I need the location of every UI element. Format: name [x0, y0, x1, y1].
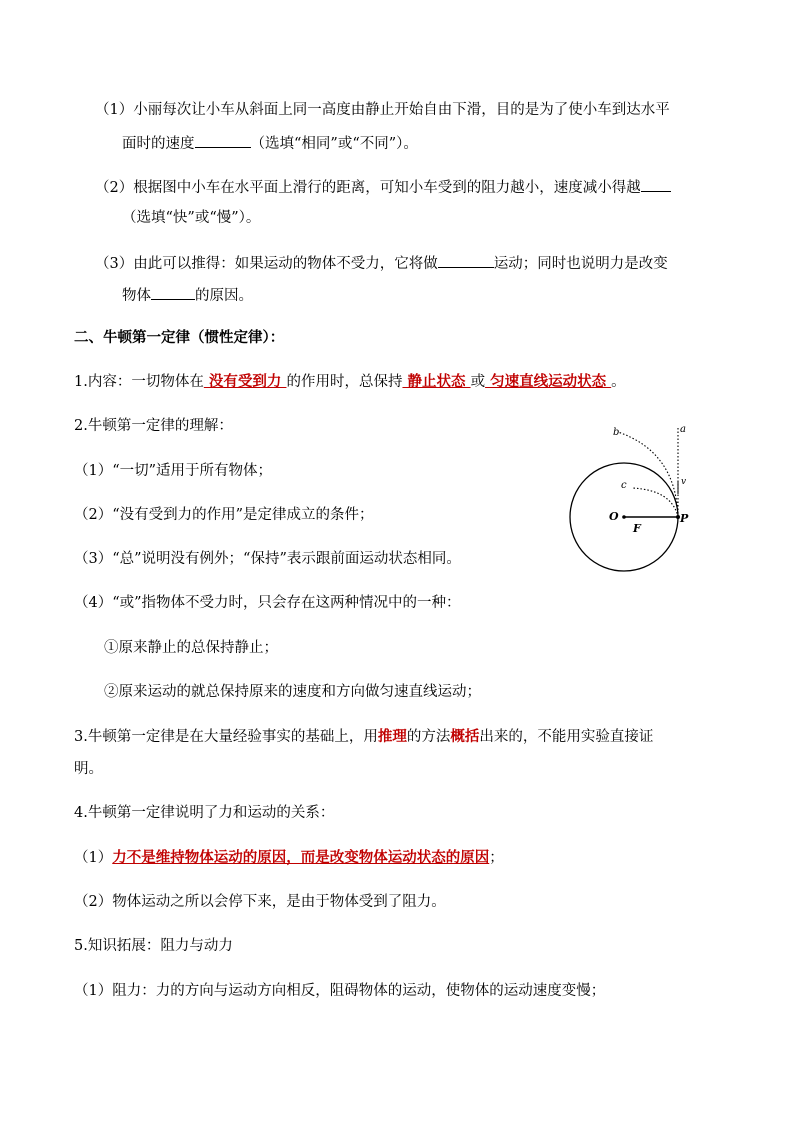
point-1-text-3: 或 [470, 374, 486, 390]
understanding-1 [74, 461, 272, 481]
point-5-item-1-text: （1）阻力：力的方向与运动方向相反，阻碍物体的运动，使物体的运动速度变慢； [74, 983, 606, 999]
understanding-4b-text: ②原来运动的就总保持原来的速度和方向做匀速直线运动； [104, 684, 481, 700]
key-term-no-force: 没有受到力 [203, 373, 287, 390]
curve-path-b [618, 432, 678, 517]
label-c: c [621, 480, 627, 491]
understanding-2-text: （2）“没有受到力的作用”是定律成立的条件； [74, 507, 374, 523]
point-5-heading [74, 936, 233, 956]
point-1-line [74, 372, 626, 392]
question-1-text: （1）小丽每次让小车从斜面上同一高度由静止开始自由下滑，目的是为了使小车到达水平 [95, 102, 670, 118]
point-1-text-2: 的作用时，总保持 [286, 374, 403, 390]
question-2-text: （2）根据图中小车在水平面上滑行的距离，可知小车受到的阻力越小，速度减小得越 [95, 180, 641, 196]
point-1-text-4: 。 [611, 374, 626, 390]
point-4-item-2-text: （2）物体运动之所以会停下来，是由于物体受到了阻力。 [74, 894, 446, 910]
understanding-3-text: （3）“总”说明没有例外；“保持”表示跟前面运动状态相同。 [74, 551, 461, 567]
question-1-text-part1: 面时的速度 [122, 136, 195, 152]
point-3-text-4: 明。 [74, 761, 103, 777]
question-1-text-part2: （选填“相同”或“不同”）。 [250, 136, 418, 152]
point-3-line-1 [74, 727, 653, 747]
center-point [622, 515, 626, 519]
question-1-line-1 [95, 100, 670, 120]
understanding-4 [74, 593, 461, 613]
understanding-3 [74, 549, 461, 569]
key-term-generalize: 概括 [450, 728, 480, 745]
understanding-2 [74, 505, 374, 525]
point-1-text-1: 1.内容：一切物体在 [74, 374, 204, 390]
question-3-text-part3: 物体 [122, 288, 151, 304]
fill-blank-3[interactable] [438, 252, 494, 268]
point-3-line-2 [74, 759, 103, 779]
understanding-1-text: （1）“一切”适用于所有物体； [74, 463, 273, 479]
point-3-text-1: 3.牛顿第一定律是在大量经验事实的基础上，用 [74, 729, 378, 745]
label-o: O [609, 510, 619, 523]
question-3-text-part2: 运动；同时也说明力是改变 [493, 256, 668, 272]
question-2-hint: （选填“快”或“慢”）。 [122, 210, 261, 226]
understanding-4a [104, 638, 278, 658]
point-4-item-1-end: ； [489, 850, 504, 866]
understanding-4b [104, 682, 481, 702]
key-statement-force-motion: 力不是维持物体运动的原因，而是改变物体运动状态的原因 [112, 849, 490, 866]
key-term-rest-state: 静止状态 [402, 373, 471, 390]
label-v: v [681, 477, 687, 487]
point-4-text: 4.牛顿第一定律说明了力和运动的关系： [74, 805, 335, 821]
curve-path-c [632, 488, 678, 517]
point-3-text-2: 的方法 [406, 729, 451, 745]
point-4-item-1 [74, 848, 504, 868]
question-1-line-2 [122, 132, 418, 154]
point-4-item-2 [74, 892, 446, 912]
point-5-item-1 [74, 981, 605, 1001]
question-3-line-2 [122, 284, 253, 306]
question-2-line-1 [95, 176, 671, 198]
fill-blank-2[interactable] [641, 176, 671, 192]
understanding-4a-text: ①原来静止的总保持静止； [104, 640, 278, 656]
fill-blank-1[interactable] [195, 132, 251, 148]
question-3-line-1 [95, 252, 668, 274]
point-5-text: 5.知识拓展：阻力与动力 [74, 938, 233, 954]
label-p: P [680, 512, 689, 525]
point-3-text-3: 出来的，不能用实验直接证 [479, 729, 654, 745]
point-4-item-1-number: （1） [74, 850, 113, 866]
circular-motion-diagram [560, 418, 710, 578]
key-term-uniform-motion: 匀速直线运动状态 [485, 373, 612, 390]
fill-blank-4[interactable] [151, 284, 195, 300]
section-2-heading [74, 328, 284, 348]
key-term-inference: 推理 [377, 728, 407, 745]
point-2-text: 2.牛顿第一定律的理解： [74, 418, 233, 434]
label-f: F [633, 522, 641, 535]
question-3-text-part1: （3）由此可以推得：如果运动的物体不受力，它将做 [95, 256, 438, 272]
question-2-line-2 [122, 208, 260, 228]
understanding-4-text: （4）“或”指物体不受力时，只会存在这两种情况中的一种： [74, 595, 461, 611]
label-b: b [613, 427, 620, 438]
point-2-heading [74, 416, 233, 436]
label-a: a [680, 424, 686, 435]
point-4-heading [74, 803, 334, 823]
question-3-text-part4: 的原因。 [195, 288, 253, 304]
section-2-title: 二、牛顿第一定律（惯性定律）： [74, 329, 285, 346]
